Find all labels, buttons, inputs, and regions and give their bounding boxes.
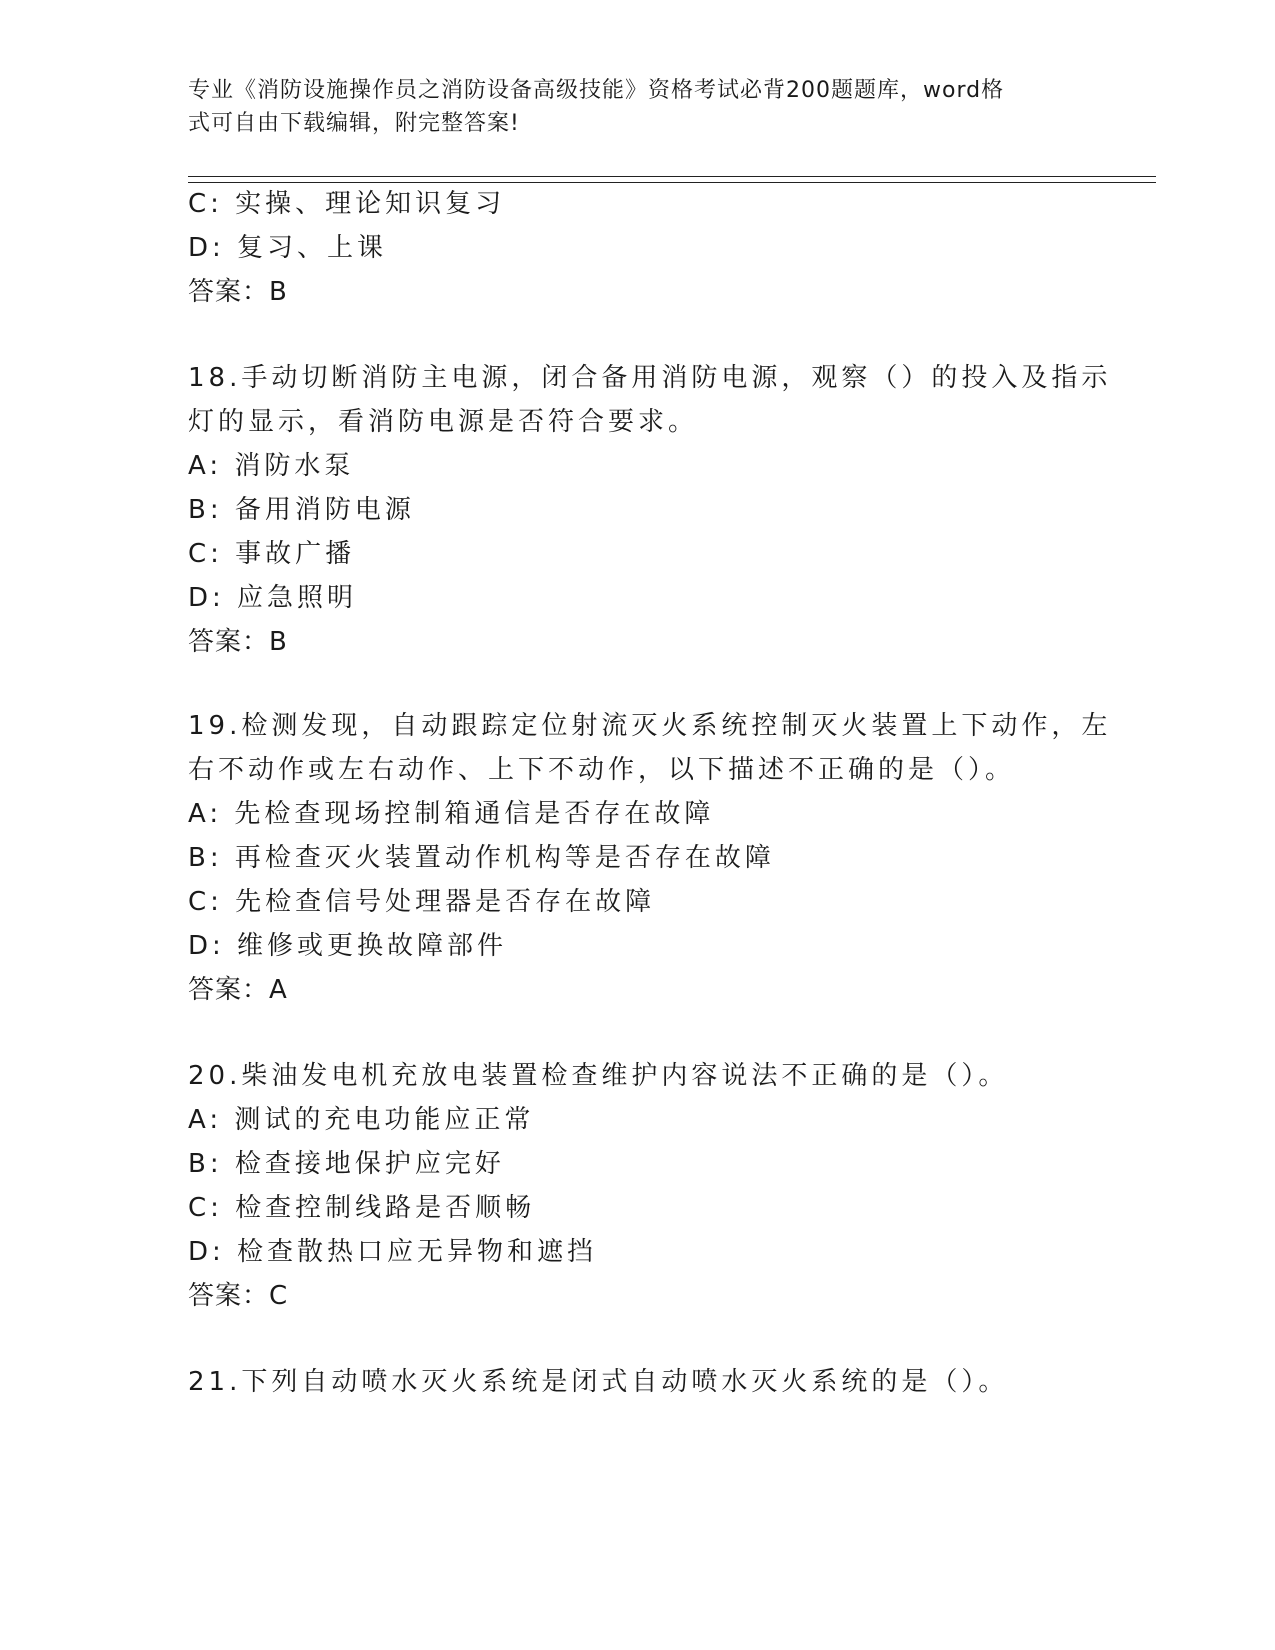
q17-option-c: C: 实操、理论知识复习 [188,189,506,219]
q19-answer: 答案：A [188,975,288,1005]
document-header [188,74,1068,140]
q20-option-a: A: 测试的充电功能应正常 [188,1105,535,1135]
q19-option-c: C: 先检查信号处理器是否存在故障 [188,887,656,917]
q19-stem-line-2: 右不动作或左右动作、上下不动作，以下描述不正确的是（）。 [188,755,1016,785]
q19-option-a: A: 先检查现场控制箱通信是否存在故障 [188,799,715,829]
q20-option-d: D: 检查散热口应无异物和遮挡 [188,1237,598,1267]
q18-option-a: A: 消防水泵 [188,451,355,481]
q18-stem-line-1: 18.手动切断消防主电源，闭合备用消防电源，观察（）的投入及指示 [188,363,1112,393]
q17-option-d: D: 复习、上课 [188,233,388,263]
q21-stem-line-1: 21.下列自动喷水灭火系统是闭式自动喷水灭火系统的是（）。 [188,1367,1009,1397]
q18-answer: 答案：B [188,627,288,657]
q20-answer: 答案：C [188,1281,289,1311]
q19-option-b: B: 再检查灭火装置动作机构等是否存在故障 [188,843,775,873]
q19-stem-line-1: 19.检测发现，自动跟踪定位射流灭火系统控制灭火装置上下动作，左 [188,711,1112,741]
q18-stem-line-2: 灯的显示，看消防电源是否符合要求。 [188,407,699,437]
q18-option-c: C: 事故广播 [188,539,356,569]
q18-option-d: D: 应急照明 [188,583,358,613]
header-divider-top [188,176,1156,177]
header-line-2: 式可自由下载编辑，附完整答案! [188,111,520,136]
q19-option-d: D: 维修或更换故障部件 [188,931,508,961]
q20-stem-line-1: 20.柴油发电机充放电装置检查维护内容说法不正确的是（）。 [188,1061,1009,1091]
q20-option-b: B: 检查接地保护应完好 [188,1149,505,1179]
header-divider-bottom [188,182,1156,183]
q17-answer: 答案：B [188,277,288,307]
header-line-1: 专业《消防设施操作员之消防设备高级技能》资格考试必背200题题库，word格 [188,78,1005,103]
q20-option-c: C: 检查控制线路是否顺畅 [188,1193,536,1223]
q18-option-b: B: 备用消防电源 [188,495,415,525]
